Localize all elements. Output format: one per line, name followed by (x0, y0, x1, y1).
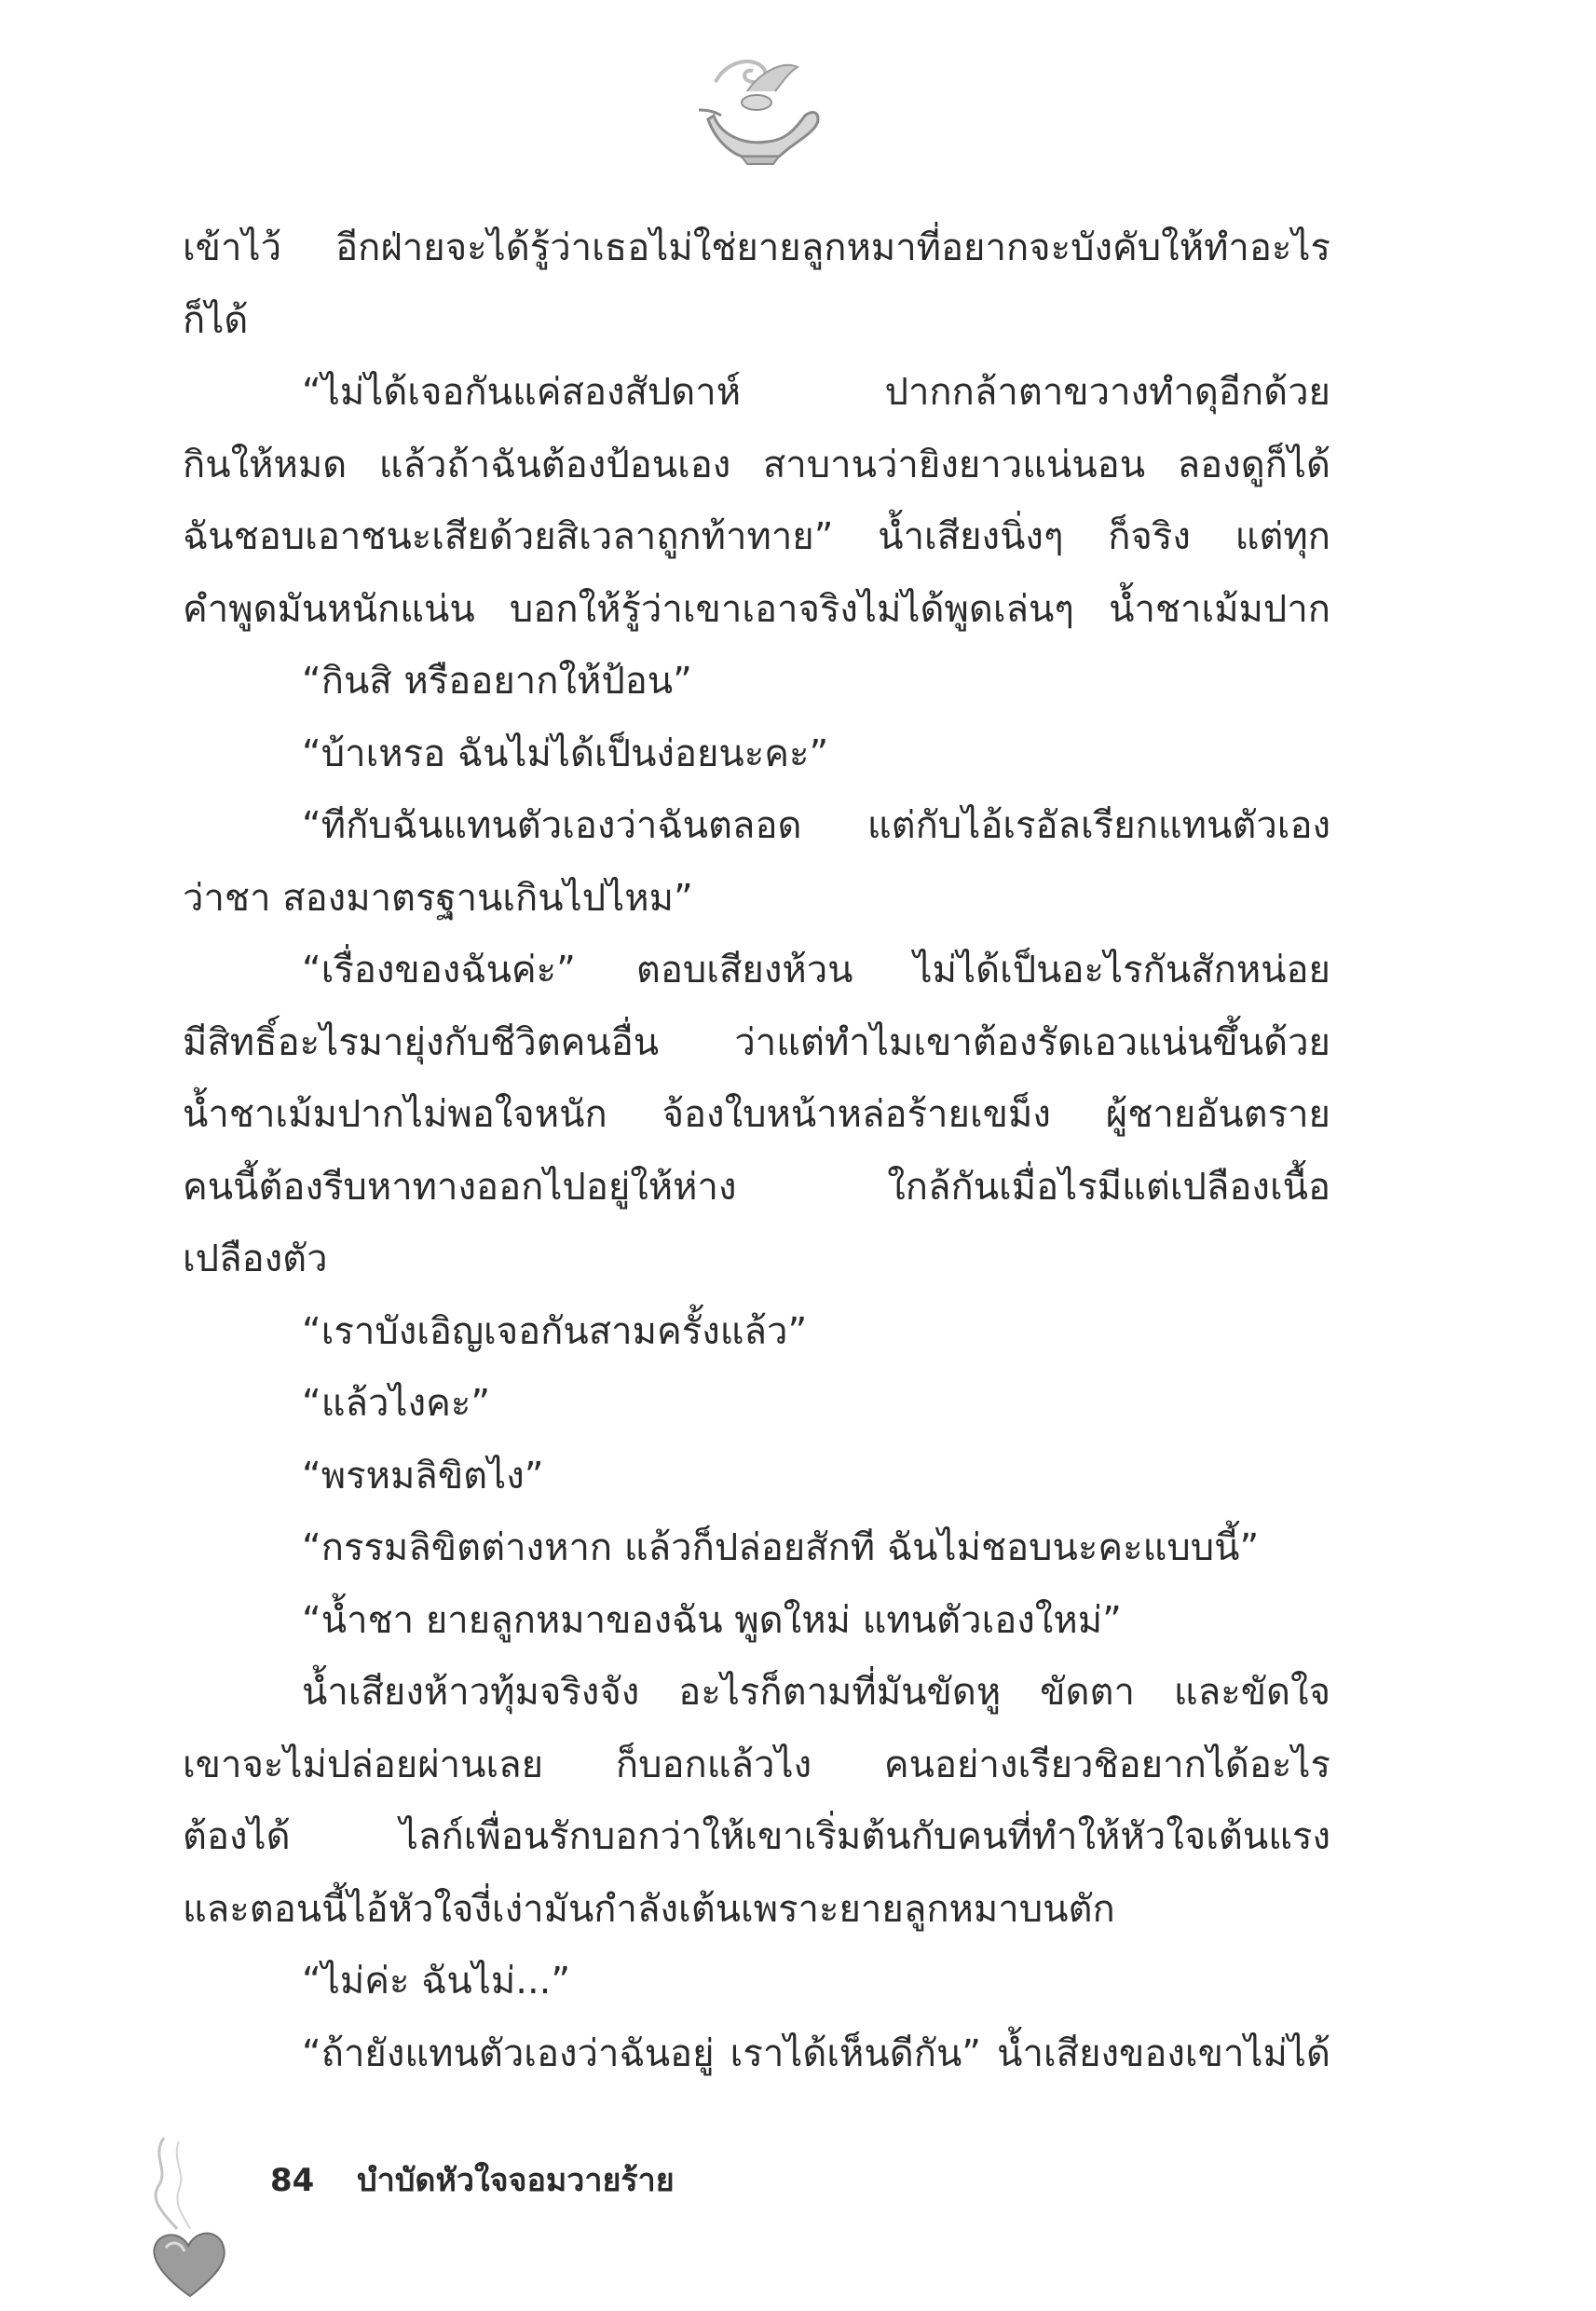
text-line: กินให้หมด แล้วถ้าฉันต้องป้อนเอง สาบานว่ายิงยาวแน่นอน ลองดูก็ได้ (183, 443, 1330, 486)
heart-ornament-icon (129, 2132, 240, 2300)
text-line: น้ำเสียงห้าวทุ้มจริงจัง อะไรก็ตามที่มันขัดหู ขัดตา และขัดใจ (302, 1671, 1330, 1714)
text-line: “บ้าเหรอ ฉันไม่ได้เป็นง่อยนะคะ” (302, 732, 829, 775)
text-line: เข้าไว้ อีกฝ่ายจะได้รู้ว่าเธอไม่ใช่ยายลูกหมาที่อยากจะบังคับให้ทำอะไร (183, 226, 1330, 269)
text-line: คำพูดมันหนักแน่น บอกให้รู้ว่าเขาเอาจริงไม่ได้พูดเล่นๆ น้ำชาเม้มปาก (183, 587, 1330, 631)
text-line: เขาจะไม่ปล่อยผ่านเลย ก็บอกแล้วไง คนอย่างเรียวชิอยากได้อะไร (183, 1743, 1330, 1786)
text-line: “ถ้ายังแทนตัวเองว่าฉันอยู่ เราได้เห็นดีกัน” น้ำเสียงของเขาไม่ได้ (302, 2031, 1330, 2075)
text-line: “ไม่ค่ะ ฉันไม่...” (302, 1960, 571, 2003)
text-line: “ทีกับฉันแทนตัวเองว่าฉันตลอด แต่กับไอ้เรอัลเรียกแทนตัวเอง (302, 804, 1330, 847)
text-line: “เรื่องของฉันค่ะ” ตอบเสียงห้วน ไม่ได้เป็นอะไรกันสักหน่อย (302, 949, 1330, 991)
text-line: ว่าชา สองมาตรฐานเกินไปไหม” (183, 876, 693, 920)
magic-lamp-icon (689, 54, 820, 166)
text-line: “กินสิ หรืออยากให้ป้อน” (302, 660, 692, 703)
body-text (183, 212, 1330, 2090)
page-footer (270, 2154, 675, 2205)
text-line: และตอนนี้ไอ้หัวใจงี่เง่ามันกำลังเต้นเพราะยายลูกหมาบนตัก (183, 1887, 1115, 1931)
text-line: “แล้วไงคะ” (302, 1382, 491, 1425)
text-line: “พรหมลิขิตไง” (302, 1454, 544, 1497)
text-line: ฉันชอบเอาชนะเสียด้วยสิเวลาถูกท้าทาย” น้ำเสียงนิ่งๆ ก็จริง แต่ทุก (183, 515, 1330, 558)
text-line: มีสิทธิ์อะไรมายุ่งกับชีวิตคนอื่น ว่าแต่ทำไมเขาต้องรัดเอวแน่นขึ้นด้วย (183, 1020, 1330, 1064)
text-line: คนนี้ต้องรีบหาทางออกไปอยู่ให้ห่าง ใกล้กันเมื่อไรมีแต่เปลืองเนื้อ (183, 1165, 1330, 1209)
text-line: น้ำชาเม้มปากไม่พอใจหนัก จ้องใบหน้าหล่อร้ายเขม็ง ผู้ชายอันตราย (183, 1093, 1330, 1136)
page-number: 84 (270, 2162, 315, 2199)
text-line: “กรรมลิขิตต่างหาก แล้วก็ปล่อยสักที ฉันไม่ชอบนะคะแบบนี้” (302, 1526, 1260, 1569)
text-line: “ไม่ได้เจอกันแค่สองสัปดาห์ ปากกล้าตาขวางทำดุอีกด้วย (302, 371, 1330, 414)
book-title: บำบัดหัวใจจอมวายร้าย (357, 2162, 675, 2199)
text-line: ต้องได้ ไลก์เพื่อนรักบอกว่าให้เขาเริ่มต้นกับคนที่ทำให้หัวใจเต้นแรง (183, 1815, 1330, 1858)
text-line: เปลืองตัว (183, 1238, 328, 1280)
text-line: “น้ำชา ยายลูกหมาของฉัน พูดใหม่ แทนตัวเองใหม่” (302, 1598, 1122, 1642)
text-line: ก็ได้ (183, 298, 249, 342)
text-line: “เราบังเอิญเจอกันสามครั้งแล้ว” (302, 1309, 808, 1353)
